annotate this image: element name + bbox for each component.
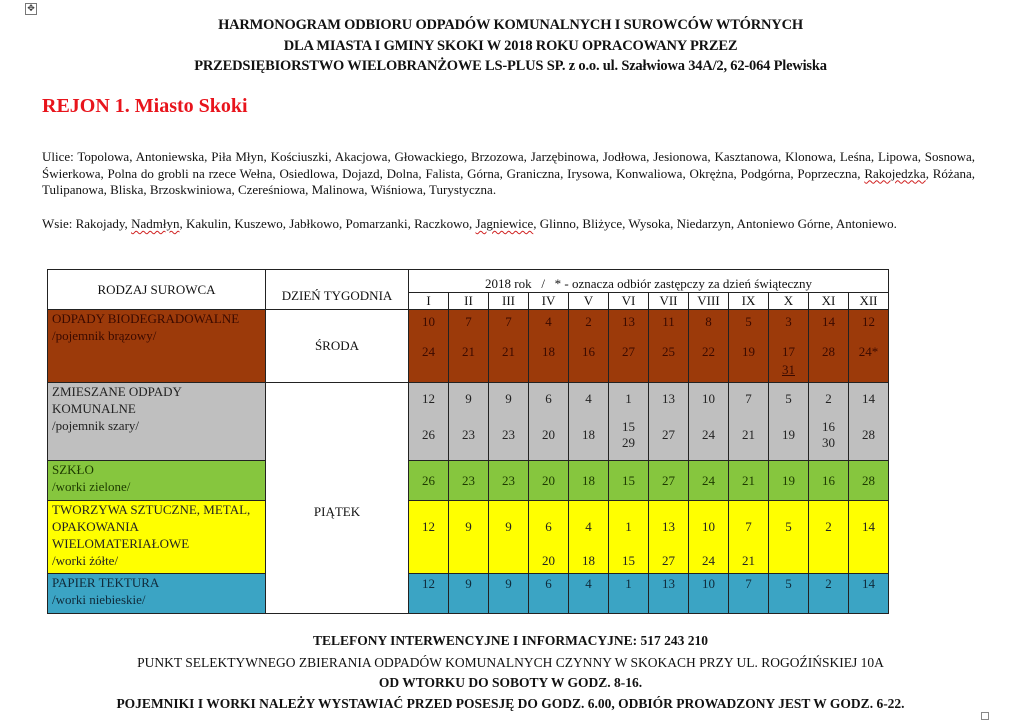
month-header: X bbox=[769, 293, 809, 310]
collection-date: 30 bbox=[822, 435, 835, 450]
collection-date-group bbox=[849, 342, 888, 362]
date-cell bbox=[529, 574, 569, 614]
date-cell-content bbox=[729, 501, 768, 573]
date-cell bbox=[409, 501, 449, 574]
collection-date: 18 bbox=[542, 344, 555, 359]
date-cell-content bbox=[809, 574, 848, 613]
category-container: /worki zielone/ bbox=[52, 479, 131, 494]
year-note-header: 2018 rok / * - oznacza odbiór zastępczy za dzień świąteczny bbox=[409, 270, 889, 293]
collection-date-group bbox=[489, 342, 528, 362]
date-cell-content bbox=[449, 383, 488, 460]
collection-date: 5 bbox=[745, 314, 752, 329]
month-header: III bbox=[489, 293, 529, 310]
collection-date: 15 bbox=[622, 553, 635, 568]
collection-date: 19 bbox=[782, 427, 795, 442]
collection-date: 13 bbox=[622, 314, 635, 329]
collection-date: 2 bbox=[825, 519, 832, 534]
date-cell-content bbox=[409, 501, 448, 573]
collection-date-group bbox=[849, 427, 888, 443]
document-title-line-3: PRZEDSIĘBIORSTWO WIELOBRANŻOWE LS-PLUS SP. z o.o. ul. Szałwiowa 34A/2, 62-064 Plewiska bbox=[194, 58, 827, 74]
collection-date-group bbox=[409, 342, 448, 362]
collection-date: 12 bbox=[422, 519, 435, 534]
category-name: ODPADY BIODEGRADOWALNE bbox=[52, 311, 240, 326]
date-cell-content bbox=[609, 383, 648, 460]
date-cell-content bbox=[529, 574, 568, 613]
collection-date: 28 bbox=[849, 461, 889, 501]
footer-opening-hours: OD WTORKU DO SOBOTY W GODZ. 8-16. bbox=[378, 675, 643, 690]
date-cell bbox=[449, 501, 489, 574]
collection-date: 27 bbox=[622, 344, 635, 359]
date-cell bbox=[729, 501, 769, 574]
date-cell-content bbox=[409, 574, 448, 613]
footer-instructions: POJEMNIKI I WORKI NALEŻY WYSTAWIAĆ PRZED POSESJĘ DO GODZ. 6.00, ODBIÓR PROWADZONY JEST W GODZ. 6-22. bbox=[116, 696, 905, 711]
collection-date: 7 bbox=[745, 519, 752, 534]
collection-date: 22 bbox=[702, 344, 715, 359]
date-cell-content bbox=[689, 501, 728, 573]
collection-date-group bbox=[649, 427, 688, 443]
month-header: VI bbox=[609, 293, 649, 310]
collection-date: 12 bbox=[422, 391, 435, 406]
collection-date: 1 bbox=[625, 391, 632, 406]
collection-date: 17 bbox=[782, 344, 795, 359]
date-cell bbox=[689, 501, 729, 574]
date-cell-content bbox=[649, 383, 688, 460]
date-cell-content bbox=[449, 310, 488, 382]
collection-date-group bbox=[409, 427, 448, 443]
collection-date: 19 bbox=[769, 461, 809, 501]
category-paper bbox=[48, 574, 266, 614]
collection-date: 5 bbox=[785, 576, 792, 591]
collection-date: 21 bbox=[462, 344, 475, 359]
month-header: IX bbox=[729, 293, 769, 310]
weekday-friday: PIĄTEK bbox=[266, 383, 409, 614]
villages-list-part-1: Rakojady, bbox=[75, 216, 132, 231]
category-name: TWORZYWA SZTUCZNE, METAL, OPAKOWANIA WIELOMATERIAŁOWE bbox=[52, 502, 251, 551]
date-cell-content bbox=[529, 310, 568, 382]
collection-date: 20 bbox=[529, 461, 569, 501]
date-cell-content bbox=[609, 501, 648, 573]
collection-date: 13 bbox=[662, 391, 675, 406]
collection-date: 28 bbox=[862, 427, 875, 442]
collection-date: 28 bbox=[822, 344, 835, 359]
category-glass bbox=[48, 461, 266, 501]
date-cell-content bbox=[649, 574, 688, 613]
month-header: XI bbox=[809, 293, 849, 310]
table-resize-handle[interactable] bbox=[981, 712, 989, 720]
collection-date: 29 bbox=[622, 435, 635, 450]
month-header: VIII bbox=[689, 293, 729, 310]
date-cell bbox=[569, 501, 609, 574]
date-cell bbox=[449, 574, 489, 614]
footer-phones: TELEFONY INTERWENCYJNE I INFORMACYJNE: 517 243 210 bbox=[312, 633, 709, 648]
collection-date: 2 bbox=[825, 391, 832, 406]
date-cell-content bbox=[489, 383, 528, 460]
collection-date: 12 bbox=[862, 314, 875, 329]
collection-date-group bbox=[729, 342, 768, 362]
collection-date: 23 bbox=[502, 427, 515, 442]
collection-date-group bbox=[769, 427, 808, 443]
date-cell bbox=[409, 574, 449, 614]
date-cell bbox=[649, 501, 689, 574]
category-name: PAPIER TEKTURA bbox=[52, 575, 160, 590]
collection-date: 8 bbox=[705, 314, 712, 329]
collection-date-group bbox=[449, 427, 488, 443]
collection-date: 2 bbox=[585, 314, 592, 329]
spellcheck-flagged-word[interactable]: Nadmłyn bbox=[131, 216, 180, 231]
document-title-line-1: HARMONOGRAM ODBIORU ODPADÓW KOMUNALNYCH I SUROWCÓW WTÓRNYCH bbox=[218, 17, 803, 33]
collection-date: 26 bbox=[422, 427, 435, 442]
date-cell-content bbox=[849, 383, 888, 460]
date-cell bbox=[569, 574, 609, 614]
category-mixed-waste bbox=[48, 383, 266, 461]
date-cell bbox=[769, 310, 809, 383]
date-cell-content bbox=[649, 310, 688, 382]
date-cell bbox=[849, 383, 889, 461]
collection-date: 7 bbox=[745, 391, 752, 406]
date-cell bbox=[689, 383, 729, 461]
table-move-handle-icon[interactable]: ✥ bbox=[25, 3, 37, 15]
collection-date-group bbox=[489, 427, 528, 443]
collection-date: 10 bbox=[702, 391, 715, 406]
villages-paragraph bbox=[42, 216, 975, 233]
collection-date: 16 bbox=[809, 461, 849, 501]
date-cell bbox=[769, 574, 809, 614]
collection-date: 1 bbox=[625, 576, 632, 591]
date-cell-content bbox=[489, 574, 528, 613]
collection-date: 16 bbox=[582, 344, 595, 359]
date-cell-content bbox=[529, 383, 568, 460]
collection-date: 14 bbox=[822, 314, 835, 329]
spellcheck-flagged-word[interactable]: Rakojedzka bbox=[864, 165, 926, 181]
collection-date-group bbox=[689, 427, 728, 443]
collection-date: 2 bbox=[825, 576, 832, 591]
collection-date: 9 bbox=[505, 391, 512, 406]
collection-date: 13 bbox=[662, 519, 675, 534]
spellcheck-flagged-word[interactable]: Jagniewice bbox=[475, 216, 534, 231]
collection-date: 12 bbox=[422, 576, 435, 591]
collection-date: 10 bbox=[702, 576, 715, 591]
month-header: II bbox=[449, 293, 489, 310]
date-cell bbox=[689, 310, 729, 383]
collection-date: 27 bbox=[662, 427, 675, 442]
collection-date: 9 bbox=[465, 519, 472, 534]
collection-date: 4 bbox=[585, 391, 592, 406]
date-cell-content bbox=[769, 574, 808, 613]
collection-date: 4 bbox=[585, 576, 592, 591]
document-title-line-2: DLA MIASTA I GMINY SKOKI W 2018 ROKU OPRACOWANY PRZEZ bbox=[283, 38, 738, 54]
streets-label: Ulice: bbox=[42, 149, 74, 164]
date-cell bbox=[489, 574, 529, 614]
date-cell bbox=[409, 310, 449, 383]
date-cell bbox=[809, 574, 849, 614]
date-cell-content bbox=[769, 383, 808, 460]
month-header: V bbox=[569, 293, 609, 310]
collection-date: 27 bbox=[649, 461, 689, 501]
date-cell-content bbox=[569, 310, 608, 382]
month-header: IV bbox=[529, 293, 569, 310]
date-cell bbox=[729, 310, 769, 383]
date-cell bbox=[609, 501, 649, 574]
date-cell-content bbox=[409, 383, 448, 460]
collection-date: 5 bbox=[785, 391, 792, 406]
villages-label: Wsie: bbox=[42, 216, 73, 231]
collection-date: 14 bbox=[862, 391, 875, 406]
collection-date-group bbox=[569, 427, 608, 443]
date-cell bbox=[769, 501, 809, 574]
collection-date: 15 bbox=[622, 419, 635, 434]
date-cell bbox=[449, 310, 489, 383]
date-cell-content bbox=[729, 383, 768, 460]
collection-date: 4 bbox=[585, 519, 592, 534]
collection-date-group bbox=[529, 342, 568, 362]
date-cell bbox=[649, 310, 689, 383]
date-cell-content bbox=[849, 310, 888, 382]
date-cell bbox=[609, 574, 649, 614]
date-cell bbox=[569, 310, 609, 383]
category-container: /pojemnik szary/ bbox=[52, 418, 140, 433]
collection-date: 16 bbox=[822, 419, 835, 434]
date-cell-content bbox=[609, 574, 648, 613]
collection-date-group bbox=[449, 342, 488, 362]
column-header-waste-type: RODZAJ SUROWCA bbox=[48, 270, 266, 310]
collection-date: 6 bbox=[545, 576, 552, 591]
collection-date: 9 bbox=[465, 391, 472, 406]
streets-list-part-1: Topolowa, Antoniewska, Piła Młyn, Kościuszki, Akacjowa, Głowackiego, Brzozowa, Jarzębinowa, Jodłowa, Jesionowa, Kasztanowa, Klonowa, Leśna, Lipowa, Sosnowa, Świerkowa, Polna do grobli na rzece Wełna, Osiedlowa, Dojazd, Dolna, Falista, Górna, Graniczna, Irysowa, Konwaliowa, Okrężna, Podgórna, Poprzeczna, bbox=[42, 149, 976, 181]
collection-date-group bbox=[609, 342, 648, 362]
date-cell-content bbox=[409, 310, 448, 382]
date-cell bbox=[849, 310, 889, 383]
streets-paragraph bbox=[42, 149, 975, 199]
category-name: ZMIESZANE ODPADY KOMUNALNE bbox=[52, 384, 182, 416]
date-cell-content bbox=[449, 574, 488, 613]
villages-list-part-3: , Glinno, Bliżyce, Wysoka, Niedarzyn, Antoniewo Górne, Antoniewo. bbox=[533, 216, 897, 231]
date-cell bbox=[649, 383, 689, 461]
collection-date-group bbox=[729, 427, 768, 443]
collection-date: 21 bbox=[729, 461, 769, 501]
collection-date: 14 bbox=[862, 519, 875, 534]
collection-date-group bbox=[569, 342, 608, 362]
collection-date-group bbox=[689, 342, 728, 362]
date-cell bbox=[609, 383, 649, 461]
date-cell-content bbox=[489, 310, 528, 382]
date-cell-content bbox=[809, 501, 848, 573]
collection-date-group bbox=[529, 427, 568, 443]
collection-date: 9 bbox=[505, 519, 512, 534]
collection-date: 7 bbox=[745, 576, 752, 591]
collection-date: 18 bbox=[569, 461, 609, 501]
collection-date: 25 bbox=[662, 344, 675, 359]
collection-date: 23 bbox=[449, 461, 489, 501]
date-cell bbox=[809, 383, 849, 461]
category-container: /worki żółte/ bbox=[52, 553, 119, 568]
date-cell bbox=[809, 310, 849, 383]
collection-date: 19 bbox=[742, 344, 755, 359]
date-cell-content bbox=[689, 574, 728, 613]
category-name: SZKŁO bbox=[52, 462, 94, 477]
date-cell-content bbox=[809, 383, 848, 460]
date-cell-content bbox=[609, 310, 648, 382]
collection-date: 18 bbox=[582, 553, 595, 568]
collection-date: 23 bbox=[462, 427, 475, 442]
date-cell bbox=[609, 310, 649, 383]
collection-date: 31 bbox=[782, 362, 795, 377]
date-cell-content bbox=[569, 574, 608, 613]
collection-date: 9 bbox=[465, 576, 472, 591]
category-container: /pojemnik brązowy/ bbox=[52, 328, 157, 343]
footer-collection-point: PUNKT SELEKTYWNEGO ZBIERANIA ODPADÓW KOMUNALNYCH CZYNNY W SKOKACH PRZY UL. ROGOŹIŃSKIEJ 10A bbox=[137, 655, 884, 670]
collection-date: 23 bbox=[489, 461, 529, 501]
collection-date: 24 bbox=[702, 553, 715, 568]
date-cell bbox=[849, 574, 889, 614]
collection-date: 21 bbox=[502, 344, 515, 359]
collection-date: 15 bbox=[609, 461, 649, 501]
collection-date: 7 bbox=[505, 314, 512, 329]
collection-date: 5 bbox=[785, 519, 792, 534]
collection-date: 11 bbox=[662, 314, 675, 329]
collection-date: 20 bbox=[542, 553, 555, 568]
date-cell bbox=[529, 310, 569, 383]
collection-date: 4 bbox=[545, 314, 552, 329]
date-cell-content bbox=[489, 501, 528, 573]
date-cell bbox=[769, 383, 809, 461]
date-cell-content bbox=[569, 501, 608, 573]
date-cell bbox=[649, 574, 689, 614]
date-cell bbox=[489, 501, 529, 574]
collection-date: 10 bbox=[422, 314, 435, 329]
collection-date: 24* bbox=[858, 344, 879, 359]
collection-date: 20 bbox=[542, 427, 555, 442]
collection-date: 13 bbox=[662, 576, 675, 591]
date-cell bbox=[409, 383, 449, 461]
date-cell bbox=[809, 501, 849, 574]
date-cell-content bbox=[529, 501, 568, 573]
date-cell bbox=[489, 383, 529, 461]
date-cell bbox=[689, 574, 729, 614]
date-cell bbox=[849, 501, 889, 574]
date-cell bbox=[569, 383, 609, 461]
date-cell-content bbox=[689, 383, 728, 460]
date-cell-content bbox=[569, 383, 608, 460]
date-cell-content bbox=[769, 310, 808, 382]
collection-date: 27 bbox=[662, 553, 675, 568]
category-container: /worki niebieskie/ bbox=[52, 592, 146, 607]
date-cell-content bbox=[849, 574, 888, 613]
schedule-table bbox=[47, 269, 889, 614]
month-header: XII bbox=[849, 293, 889, 310]
weekday-wednesday: ŚRODA bbox=[266, 310, 409, 383]
collection-date: 24 bbox=[422, 344, 435, 359]
column-header-weekday: DZIEŃ TYGODNIA bbox=[266, 270, 409, 310]
date-cell-content bbox=[729, 310, 768, 382]
date-cell-content bbox=[769, 501, 808, 573]
date-cell-content bbox=[449, 501, 488, 573]
collection-date: 6 bbox=[545, 519, 552, 534]
collection-date: 26 bbox=[409, 461, 449, 501]
collection-date-group bbox=[649, 342, 688, 362]
collection-date: 21 bbox=[742, 427, 755, 442]
collection-date: 10 bbox=[702, 519, 715, 534]
collection-date: 9 bbox=[505, 576, 512, 591]
collection-date: 7 bbox=[465, 314, 472, 329]
region-heading: REJON 1. Miasto Skoki bbox=[42, 95, 248, 117]
month-header: I bbox=[409, 293, 449, 310]
collection-date-group bbox=[769, 342, 808, 378]
collection-date: 6 bbox=[545, 391, 552, 406]
collection-date-group bbox=[609, 419, 648, 451]
date-cell bbox=[529, 383, 569, 461]
date-cell bbox=[729, 574, 769, 614]
collection-date: 24 bbox=[702, 427, 715, 442]
collection-date: 24 bbox=[689, 461, 729, 501]
collection-date-group bbox=[809, 342, 848, 362]
month-header: VII bbox=[649, 293, 689, 310]
category-plastics-metal bbox=[48, 501, 266, 574]
date-cell-content bbox=[649, 501, 688, 573]
date-cell bbox=[529, 501, 569, 574]
date-cell bbox=[449, 383, 489, 461]
collection-date: 14 bbox=[862, 576, 875, 591]
date-cell-content bbox=[729, 574, 768, 613]
date-cell bbox=[729, 383, 769, 461]
villages-list-part-2: , Kakulin, Kuszewo, Jabłkowo, Pomarzanki, Raczkowo, bbox=[179, 216, 476, 231]
category-biodegradable bbox=[48, 310, 266, 383]
collection-date: 1 bbox=[625, 519, 632, 534]
collection-date: 21 bbox=[742, 553, 755, 568]
collection-date: 18 bbox=[582, 427, 595, 442]
streets-list-part-2: , Różana, Tulipanowa, Bliska, Brzoskwiniowa, Czereśniowa, Malinowa, Wiśniowa, Turystyczna. bbox=[42, 165, 975, 197]
collection-date-group bbox=[809, 419, 848, 451]
date-cell-content bbox=[809, 310, 848, 382]
collection-date: 3 bbox=[785, 314, 792, 329]
date-cell-content bbox=[849, 501, 888, 573]
date-cell bbox=[489, 310, 529, 383]
date-cell-content bbox=[689, 310, 728, 382]
